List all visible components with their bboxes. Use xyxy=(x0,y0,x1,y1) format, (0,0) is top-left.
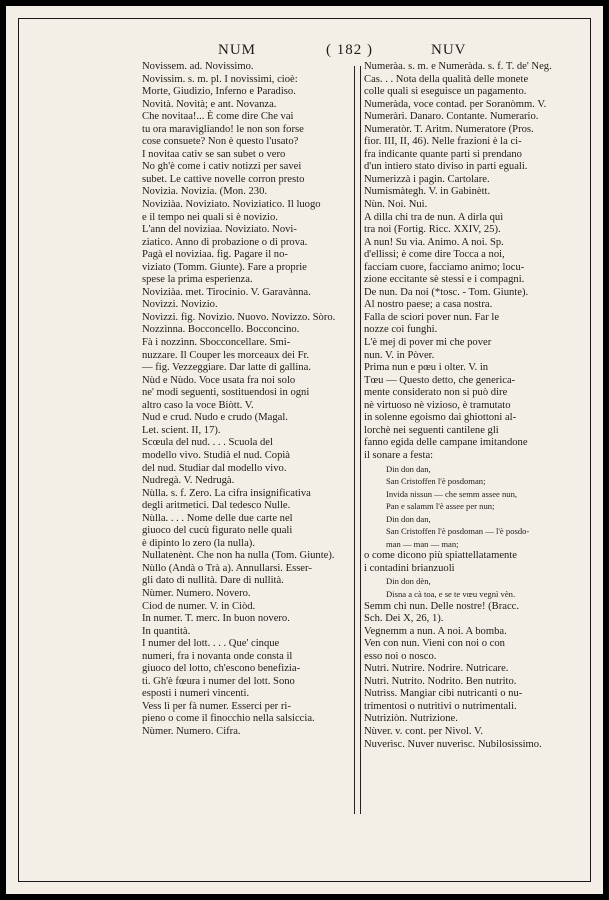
header-left-word: NUM xyxy=(218,42,257,58)
text-line: Scœula del nud. . . . Scuola del xyxy=(142,437,273,449)
text-line: Ciod de numer. V. in Ciòd. xyxy=(142,600,256,612)
text-line: L'ann del noviziaa. Noviziato. Novi- xyxy=(142,224,297,236)
text-line: Novità. Novità; e ant. Novanza. xyxy=(142,98,277,110)
text-line: A dilla chi tra de nun. A dirla quì xyxy=(364,211,504,223)
text-line: Din don dan, xyxy=(386,463,431,474)
text-line: il sonare a festa: xyxy=(364,449,434,461)
text-line: ti. Gh'è fœura i numer del lott. Sono xyxy=(142,675,295,687)
text-line: Nùver. v. cont. per Nivol. V. xyxy=(364,725,483,737)
text-line: I novitaa cativ se san subet o vero xyxy=(142,148,286,160)
text-line: Novissim. s. m. pl. I novissimi, cioè: xyxy=(142,73,298,85)
text-line: De nun. Da noi (*tosc. - Tom. Giunte). xyxy=(364,286,529,298)
text-line: Ven con nun. Vieni con noi o con xyxy=(364,638,505,650)
text-line: Disna a cà toa, e se te vœu vegnì vèn. xyxy=(386,588,516,599)
text-line: degli aritmetici. Dal tedesco Nulle. xyxy=(142,500,291,512)
text-line: Din don dan, xyxy=(386,513,431,524)
text-line: I numer del lott. . . . Que' cinque xyxy=(142,638,280,650)
text-line: Pagà el noviziaa. fig. Pagare il no- xyxy=(142,249,288,261)
text-line: Nutrìss. Mangiar cibi nutricanti o nu- xyxy=(364,688,523,700)
text-line: mente considerato non si può dire xyxy=(364,387,508,399)
text-line: lorchè nei seguenti cantilene gli xyxy=(364,424,499,436)
running-header xyxy=(6,42,603,62)
text-line: Noviziàa. Noviziato. Noviziatico. Il luogo xyxy=(142,199,321,211)
text-line: Numeràda, voce contad. per Soranòmm. V. xyxy=(364,98,547,110)
text-line: nozze coi funghi. xyxy=(364,324,438,336)
text-line: Nùmer. Numero. Novero. xyxy=(142,587,251,599)
text-line: No gh'è come i cativ notizzi per savei xyxy=(142,161,302,173)
text-line: Vess lì per fà numer. Esserci per ri- xyxy=(142,700,291,712)
text-line: San Cristoffen l'è posdoman — l'è posdo- xyxy=(386,526,530,537)
text-line: Novìzzi. fig. Novizio. Nuovo. Novizzo. Sòro. xyxy=(142,311,336,323)
text-line: Numerizzà i pagin. Cartolare. xyxy=(364,173,490,185)
text-line: Numeratòr. T. Aritm. Numeratore (Pros. xyxy=(364,123,534,135)
text-line: giuoco del lotto, ch'escono benefizia- xyxy=(142,663,301,675)
text-line: ne' modi seguenti, sostituendosi in ogni xyxy=(142,387,310,399)
text-line: Fà i nozzìnn. Sbocconcellare. Smi- xyxy=(142,337,291,349)
text-line: San Cristoffen l'è posdoman; xyxy=(386,476,486,487)
text-line: Nùd e Nùdo. Voce usata fra noi solo xyxy=(142,374,296,386)
left-column xyxy=(142,61,352,739)
text-line: Sch. Dei X, 26, 1). xyxy=(364,613,444,625)
text-line: Din don dèn, xyxy=(386,576,431,587)
text-line: tra noi (Fortig. Ricc. XXIV, 25). xyxy=(364,224,501,236)
text-line: d'ellissi; è come dire Tocca a noi, xyxy=(364,249,505,261)
text-line: Nùmer. Numero. Cifra. xyxy=(142,725,241,737)
text-line: Let. scient. II, 17). xyxy=(142,424,221,436)
text-line: Invida nissun — che semm assee nun, xyxy=(386,488,518,499)
text-line: Numismàtegh. V. in Gabinètt. xyxy=(364,186,491,198)
page xyxy=(6,6,603,894)
text-line: Nuverìsc. Nuver nuverìsc. Nubilosissimo. xyxy=(364,738,542,750)
text-line: tu ora maravigliando! le non son forse xyxy=(142,123,304,135)
text-line: colle quali si eseguisce un pagamento. xyxy=(364,86,527,98)
text-line: man — man — man; xyxy=(386,538,459,549)
text-line: in solenne egoismo dai ghiottoni al- xyxy=(364,412,517,424)
text-line: Nozzìnna. Bocconcello. Bocconcino. xyxy=(142,324,300,336)
text-line: Nullatenènt. Che non ha nulla (Tom. Giunte). xyxy=(142,550,335,562)
text-line: Nùlla. . . . Nome delle due carte nel xyxy=(142,512,293,524)
text-line: — fig. Vezzeggiare. Dar latte di gallina. xyxy=(142,362,311,374)
text-line: Novissem. ad. Novissimo. xyxy=(142,61,254,72)
text-line: Nud e crud. Nudo e crudo (Magal. xyxy=(142,412,288,424)
text-line: Numeràa. s. m. e Numeràda. s. f. T. de' Neg. xyxy=(364,61,552,72)
text-line: modello vivo. Studià el nud. Copià xyxy=(142,449,291,461)
text-line: Numeràri. Danaro. Contante. Numerario. xyxy=(364,111,539,123)
column-divider xyxy=(354,66,361,814)
text-line: Novìzzi. Novizio. xyxy=(142,299,218,311)
header-right-word: NUV xyxy=(431,42,467,58)
text-line: L'è mej di pover mi che pover xyxy=(364,337,492,349)
text-line: fanno egida delle campane imitandone xyxy=(364,437,528,449)
text-line: Nùn. Noi. Nui. xyxy=(364,199,428,211)
text-line: In quantità. xyxy=(142,625,191,637)
text-line: Nùllo (Andà o Trà a). Annullarsi. Esser- xyxy=(142,562,312,574)
text-line: cose consuete? Non è questo l'usato? xyxy=(142,136,299,148)
text-line: facciam cuore, facciamo animo; locu- xyxy=(364,261,525,273)
text-line: fra indicante quante parti si prendano xyxy=(364,148,522,160)
text-line: Nùlla. s. f. Zero. La cifra insignificativa xyxy=(142,487,311,499)
text-line: Vegnemm a nun. A noi. A bomba. xyxy=(364,625,507,637)
text-line: esposti i numeri vincenti. xyxy=(142,688,250,700)
text-line: ziatico. Anno di probazione o di prova. xyxy=(142,236,308,248)
text-line: spese la prima esperienza. xyxy=(142,274,253,286)
text-line: Semm chi nun. Delle nostre! (Bracc. xyxy=(364,600,520,612)
text-line: i contadini brianzuoli xyxy=(364,562,455,574)
text-line: viziato (Tomm. Giunte). Fare a proprie xyxy=(142,261,307,273)
text-line: gli dato di nullità. Dare di nullità. xyxy=(142,575,284,587)
right-column xyxy=(364,61,589,751)
text-line: e il tempo nei quali si è novizio. xyxy=(142,211,278,223)
text-line: esso noi o nosco. xyxy=(364,650,437,662)
text-line: Nutrì. Nutrire. Nodrire. Nutricare. xyxy=(364,663,509,675)
text-line: Morte, Giudizio, Inferno e Paradiso. xyxy=(142,86,296,98)
text-line: trimentosi o nutritivi o nutrimentali. xyxy=(364,700,517,712)
text-line: d'un intiero stato diviso in parti eguali. xyxy=(364,161,528,173)
text-line: Cas. . . Nota della qualità delle monete xyxy=(364,73,529,85)
text-line: zione eccitante sè stessi e i compagni. xyxy=(364,274,525,286)
text-line: nè virtuoso nè vizioso, è tramutato xyxy=(364,399,511,411)
text-line: Tœu — Questo detto, che generica- xyxy=(364,374,516,386)
text-line: Nutriziòn. Nutrizione. xyxy=(364,713,458,725)
text-line: altro caso la voce Biòtt. V. xyxy=(142,399,254,411)
page-number: ( 182 ) xyxy=(326,42,373,58)
text-line: nuzzare. Il Couper les morceaux dei Fr. xyxy=(142,349,310,361)
text-line: Al nostro paese; a casa nostra. xyxy=(364,299,493,311)
text-line: Falla de sciori pover nun. Far le xyxy=(364,311,500,323)
text-line: Nutrì. Nutrito. Nodrito. Ben nutrito. xyxy=(364,675,517,687)
text-line: numeri, fra i novanta onde consta il xyxy=(142,650,293,662)
text-line: Novizia. Novizia. (Mon. 230. xyxy=(142,186,268,198)
text-line: nun. V. in Pòver. xyxy=(364,349,435,361)
text-line: Pan e salamm l'è assee per nun; xyxy=(386,501,495,512)
text-line: Nudregà. V. Nedrugà. xyxy=(142,475,235,487)
text-line: subet. Le cattive novelle corron presto xyxy=(142,173,305,185)
text-line: In numer. T. merc. In buon novero. xyxy=(142,613,290,625)
text-line: giuoco del cucù figurato nelle quali xyxy=(142,525,293,537)
text-line: è dipinto lo zero (la nulla). xyxy=(142,537,255,549)
text-line: Che novitaa!... È come dire Che vai xyxy=(142,111,294,123)
text-line: A nun! Su via. Animo. A noi. Sp. xyxy=(364,236,504,248)
text-line: Noviziàa. met. Tirocinio. V. Garavànna. xyxy=(142,286,311,298)
text-line: o come dicono più spiattellatamente xyxy=(364,550,517,562)
text-line: fior. III, II, 46). Nelle frazioni è la ci- xyxy=(364,136,522,148)
text-line: pieno o come il finocchio nella salsiccia. xyxy=(142,713,315,725)
text-line: del nud. Studiar dal modello vivo. xyxy=(142,462,287,474)
text-line: Prima nun e pœu i olter. V. in xyxy=(364,362,489,374)
